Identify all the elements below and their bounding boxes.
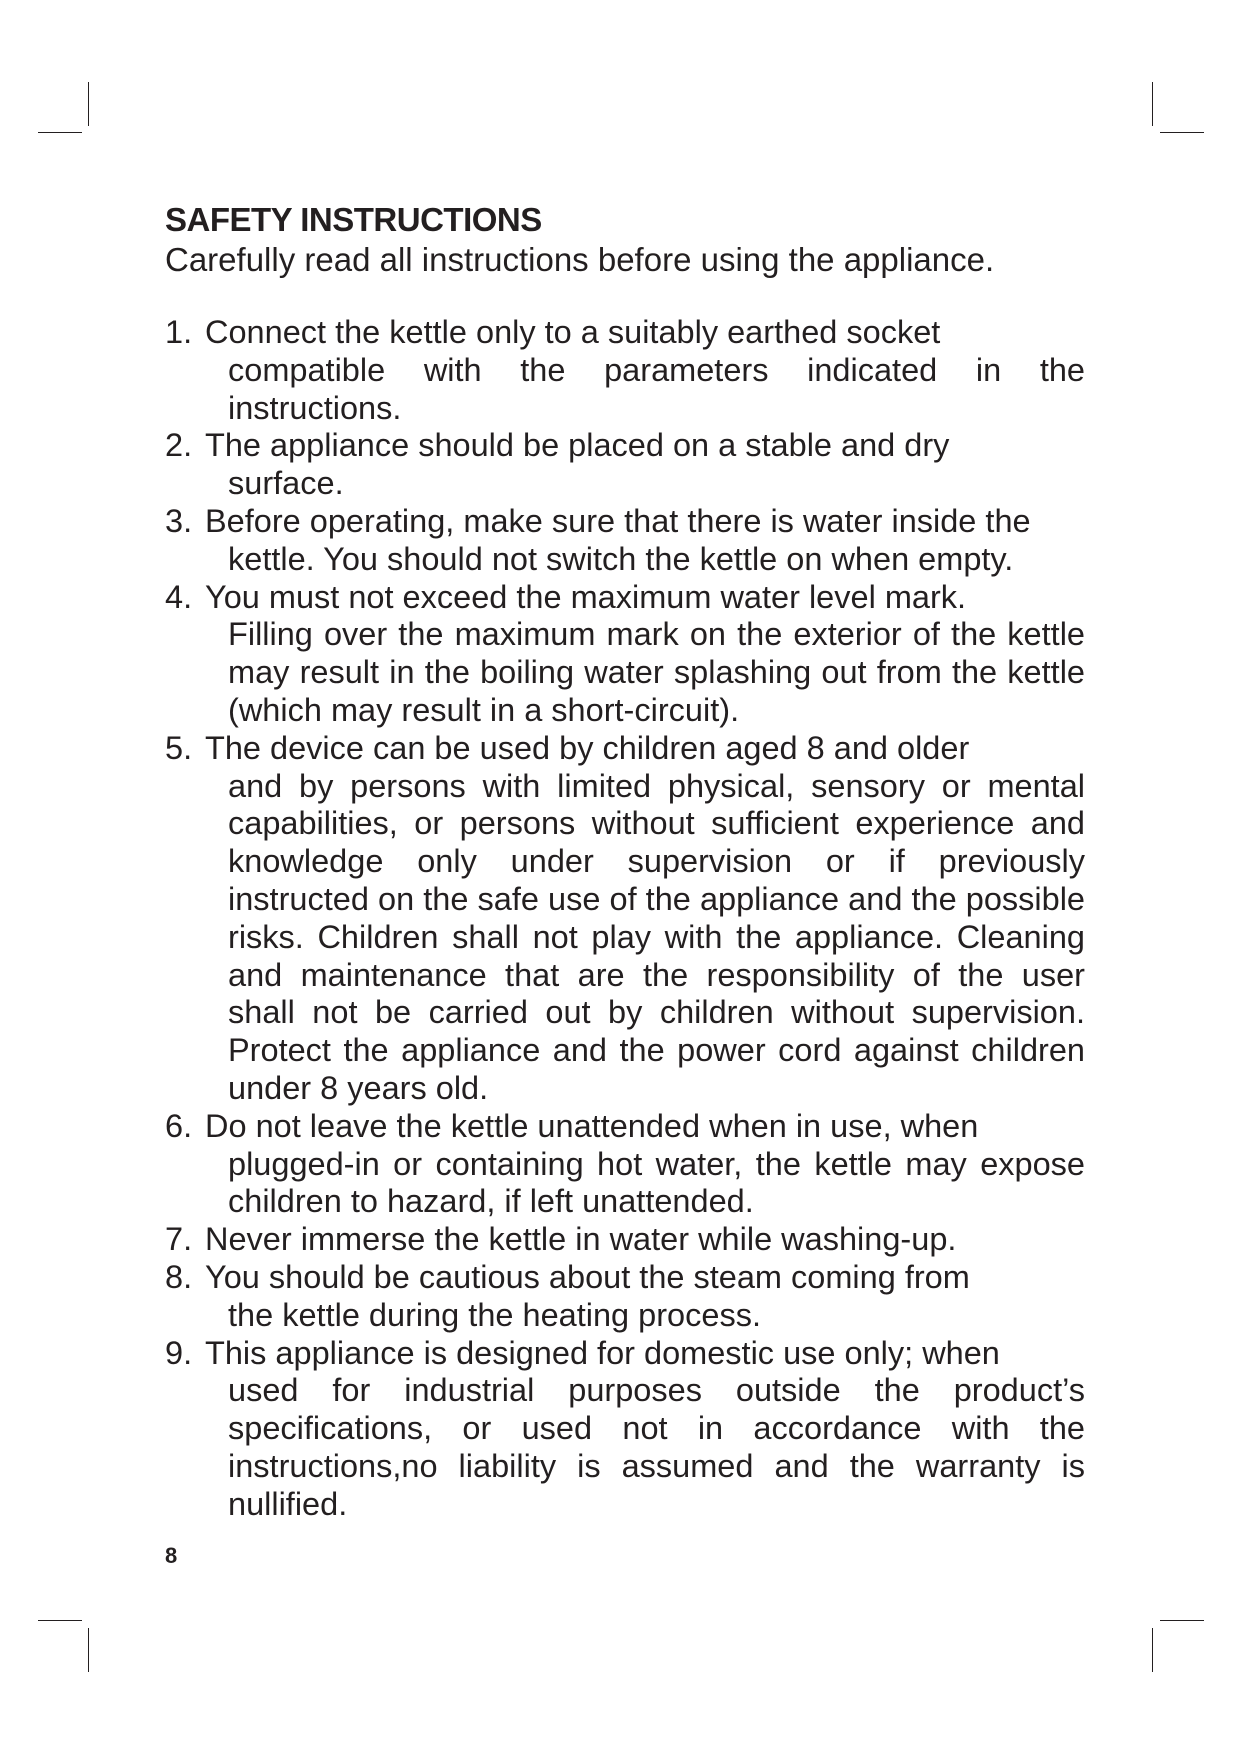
list-item [165,1221,1085,1259]
item-number: 8. [165,1258,193,1295]
list-item [165,1108,1085,1221]
item-first-line: The device can be used by children aged 8 and older [205,729,970,766]
item-number: 6. [165,1107,193,1144]
list-item [165,503,1085,579]
item-first-line: Do not leave the kettle unattended when in use, when [205,1107,979,1144]
item-first-line: You should be cautious about the steam coming from [205,1258,970,1295]
list-item [165,1259,1085,1335]
safety-instructions-section [165,200,1085,1524]
item-first-line: Never immerse the kettle in water while washing-up. [205,1221,957,1258]
crop-mark-top-left-horizontal [38,132,82,133]
item-number: 1. [165,314,193,350]
item-text: compatible with the parameters indicated in the instructions. [228,351,1085,426]
item-text: and by persons with limited physical, sensory or mental capabilities, or persons without sufficient experience and knowledge only under supervision or if previously instructed on the safe use of the appliance and the possible risks. Children shall not play with the appliance. Cleaning and maintenance that are the responsibility of the user shall not be carried out by children without supervision. Protect the appliance and the power cord against children under 8 years old. [228,767,1085,1106]
list-item [165,579,1085,730]
item-text: used for industrial purposes outside the product’s specifications, or used not in accordance with the instructions,no liability is assumed and the warranty is nullified. [228,1372,1085,1522]
item-number: 7. [165,1221,193,1258]
item-first-line: Before operating, make sure that there is water inside the [205,502,1031,539]
item-text: plugged-in or containing hot water, the kettle may expose children to hazard, if left unattended. [228,1145,1085,1220]
item-number: 4. [165,578,193,615]
list-item [165,427,1085,503]
crop-mark-bottom-right-horizontal [1160,1620,1204,1621]
page-title: SAFETY INSTRUCTIONS [165,201,542,238]
crop-mark-bottom-right-vertical [1152,1628,1153,1672]
item-number: 3. [165,502,193,539]
item-text: kettle. You should not switch the kettle on when empty. [228,540,1014,577]
item-first-line: You must not exceed the maximum water level mark. [205,578,967,615]
item-text: Filling over the maximum mark on the exterior of the kettle may result in the boiling water splashing out from the kettle (which may result in a short-circuit). [228,616,1085,728]
list-item [165,1335,1085,1524]
list-item [165,730,1085,1108]
intro-text: Carefully read all instructions before using the appliance. [165,241,995,278]
item-text: the kettle during the heating process. [228,1296,761,1333]
crop-mark-top-left-vertical [88,82,89,126]
instructions-list [165,314,1085,1524]
page-number: 8 [165,1543,178,1568]
crop-mark-top-right-horizontal [1160,132,1204,133]
crop-mark-top-right-vertical [1152,82,1153,126]
crop-mark-bottom-left-vertical [88,1628,89,1672]
item-text: surface. [228,465,344,502]
item-first-line: The appliance should be placed on a stable and dry [205,427,950,464]
item-first-line: This appliance is designed for domestic use only; when [205,1334,1000,1371]
list-item [165,314,1085,427]
item-number: 2. [165,427,193,464]
item-number: 5. [165,729,193,766]
item-first-line: Connect the kettle only to a suitably earthed socket [205,314,941,350]
item-number: 9. [165,1334,193,1371]
crop-mark-bottom-left-horizontal [38,1620,82,1621]
